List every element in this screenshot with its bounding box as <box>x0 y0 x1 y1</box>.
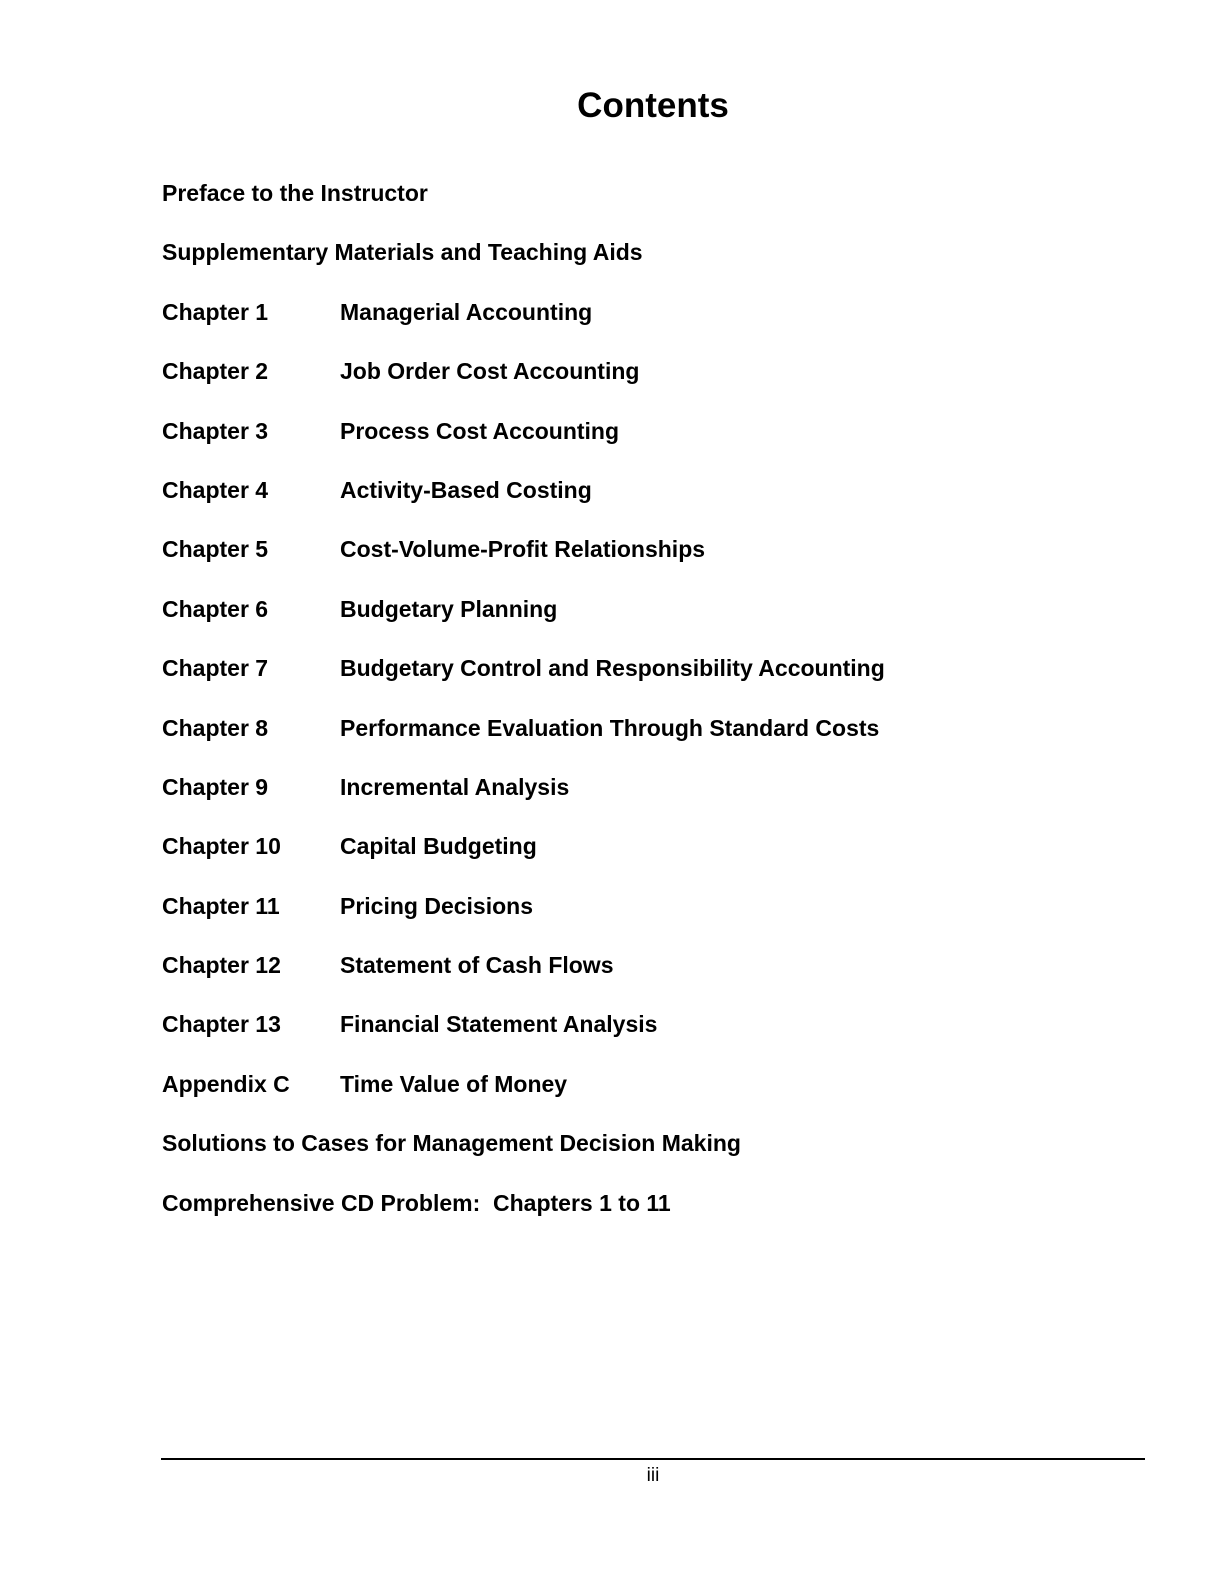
toc-entry-comprehensive <box>162 1187 885 1246</box>
toc-entry-title: Time Value of Money <box>340 1070 568 1097</box>
toc-entry-chapter-3 <box>162 415 885 474</box>
toc-entry-chapter-8 <box>162 712 885 771</box>
toc-entry-title: Performance Evaluation Through Standard Costs <box>340 714 880 741</box>
toc-entry-label: Chapter 1 <box>162 298 269 325</box>
toc-entry-chapter-7 <box>162 652 885 711</box>
toc-entry-label: Chapter 11 <box>162 892 280 919</box>
table-of-contents <box>162 177 885 1246</box>
toc-entry-chapter-5 <box>162 533 885 592</box>
toc-entry-title: Incremental Analysis <box>340 773 570 800</box>
toc-entry-title: Capital Budgeting <box>340 833 537 860</box>
toc-entry-label: Appendix C <box>162 1070 290 1097</box>
footer-rule <box>161 1458 1145 1460</box>
toc-entry-title: Budgetary Planning <box>340 595 558 622</box>
toc-entry-title: Activity-Based Costing <box>340 476 592 503</box>
toc-entry-title: Managerial Accounting <box>340 298 593 325</box>
toc-entry-chapter-11 <box>162 890 885 949</box>
toc-entry-title: Solutions to Cases for Management Decision Making <box>162 1130 741 1157</box>
toc-entry-label: Chapter 12 <box>162 952 281 979</box>
toc-entry-label: Chapter 6 <box>162 595 269 622</box>
toc-entry-label: Chapter 9 <box>162 773 269 800</box>
toc-entry-chapter-10 <box>162 830 885 889</box>
toc-entry-title: Preface to the Instructor <box>162 180 428 206</box>
toc-entry-solutions <box>162 1127 885 1186</box>
toc-entry-appendix-c <box>162 1068 885 1127</box>
toc-entry-label: Chapter 5 <box>162 536 269 563</box>
toc-entry-chapter-2 <box>162 355 885 414</box>
page-title: Contents <box>577 86 729 125</box>
toc-entry-chapter-6 <box>162 593 885 652</box>
page-number: iii <box>646 1465 660 1486</box>
toc-entry-label: Chapter 4 <box>162 476 269 503</box>
toc-entry-chapter-4 <box>162 474 885 533</box>
toc-entry-title: Process Cost Accounting <box>340 417 620 444</box>
toc-entry-title: Job Order Cost Accounting <box>340 358 640 385</box>
toc-entry-title: Supplementary Materials and Teaching Aids <box>162 239 643 266</box>
toc-entry-title: Budgetary Control and Responsibility Accounting <box>340 655 885 682</box>
toc-entry-preface <box>162 177 885 236</box>
toc-entry-label: Chapter 2 <box>162 358 269 385</box>
toc-entry-label: Chapter 13 <box>162 1011 281 1038</box>
toc-entry-chapter-12 <box>162 949 885 1008</box>
toc-entry-label: Chapter 7 <box>162 655 269 682</box>
toc-entry-title: Cost-Volume-Profit Relationships <box>340 536 706 563</box>
toc-entry-label: Chapter 3 <box>162 417 269 444</box>
toc-entry-chapter-9 <box>162 771 885 830</box>
toc-entry-label: Chapter 8 <box>162 714 269 741</box>
toc-entry-label: Chapter 10 <box>162 833 281 860</box>
toc-entry-title: Financial Statement Analysis <box>340 1011 658 1038</box>
toc-entry-supplementary <box>162 236 885 295</box>
toc-entry-chapter-13 <box>162 1008 885 1067</box>
toc-entry-title: Statement of Cash Flows <box>340 952 614 979</box>
toc-entry-chapter-1 <box>162 296 885 355</box>
toc-entry-title: Comprehensive CD Problem: Chapters 1 to 11 <box>162 1189 671 1216</box>
toc-entry-title: Pricing Decisions <box>340 892 534 919</box>
